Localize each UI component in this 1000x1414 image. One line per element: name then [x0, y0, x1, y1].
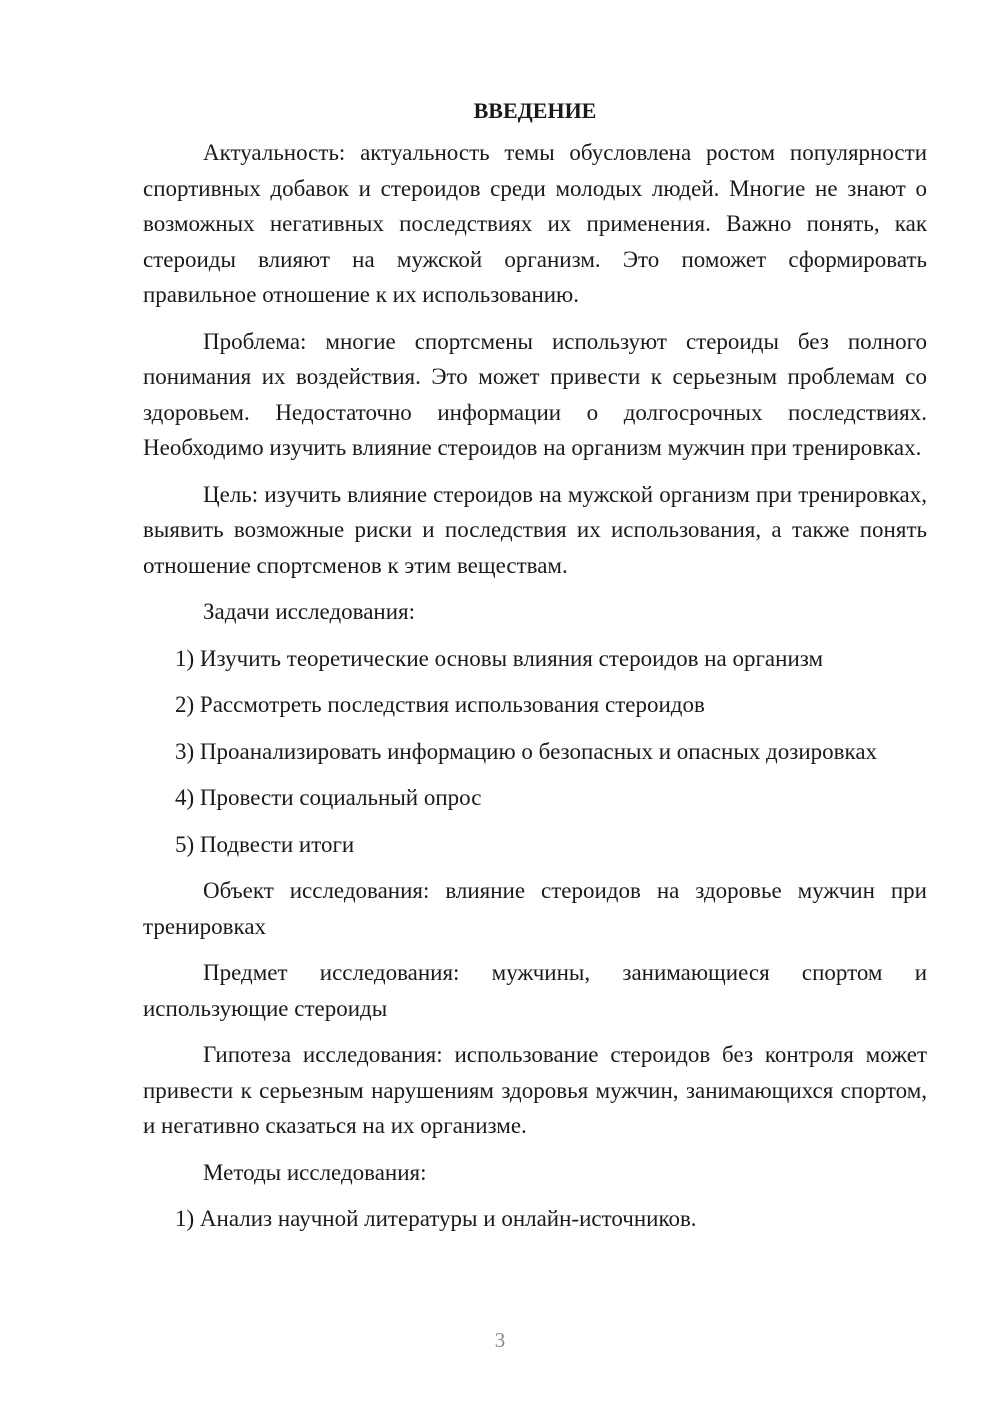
paragraph-problem: Проблема: многие спортсмены используют стероиды без полного понимания их воздействия. Это может привести к серьезным проблемам со здоровьем. Недостаточно информации о долгосрочных последствиях. Необходимо изучить влияние стероидов на организм мужчин при тренировках.: [143, 328, 927, 460]
task-item-1: 1) Изучить теоретические основы влияния стероидов на организм: [175, 645, 824, 671]
paragraph-subject: Предмет исследования: мужчины, занимающиеся спортом и использующие стероиды: [143, 960, 927, 1021]
task-item-4: 4) Провести социальный опрос: [175, 785, 482, 810]
paragraph-object: Объект исследования: влияние стероидов на здоровье мужчин при тренировках: [143, 878, 927, 939]
task-item-3: 3) Проанализировать информацию о безопасных и опасных дозировках: [175, 738, 878, 764]
paragraph-tasks-heading: Задачи исследования:: [203, 599, 416, 624]
paragraph-goal: Цель: изучить влияние стероидов на мужской организм при тренировках, выявить возможные риски и последствия их использования, а также понять отношение спортсменов к этим веществам.: [143, 481, 927, 578]
task-item-2: 2) Рассмотреть последствия использования стероидов: [175, 692, 705, 717]
paragraph-methods-heading: Методы исследования:: [203, 1159, 427, 1185]
paragraph-relevance: Актуальность: актуальность темы обусловлена ростом популярности спортивных добавок и стероидов среди молодых людей. Многие не знают о возможных негативных последствиях их применения. Важно понять, как стероиды влияют на мужской организм. Это поможет сформировать правильное отношение к их использованию.: [143, 140, 927, 307]
document-body: [143, 95, 927, 1248]
page-number: 3: [494, 1328, 506, 1352]
paragraph-hypothesis: Гипотеза исследования: использование стероидов без контроля может привести к серьезным нарушениям здоровья мужчин, занимающихся спортом, и негативно сказаться на их организме.: [143, 1042, 927, 1138]
section-title: ВВЕДЕНИЕ: [473, 98, 597, 123]
task-item-5: 5) Подвести итоги: [175, 831, 355, 857]
method-item-1: 1) Анализ научной литературы и онлайн-источников.: [175, 1206, 697, 1231]
